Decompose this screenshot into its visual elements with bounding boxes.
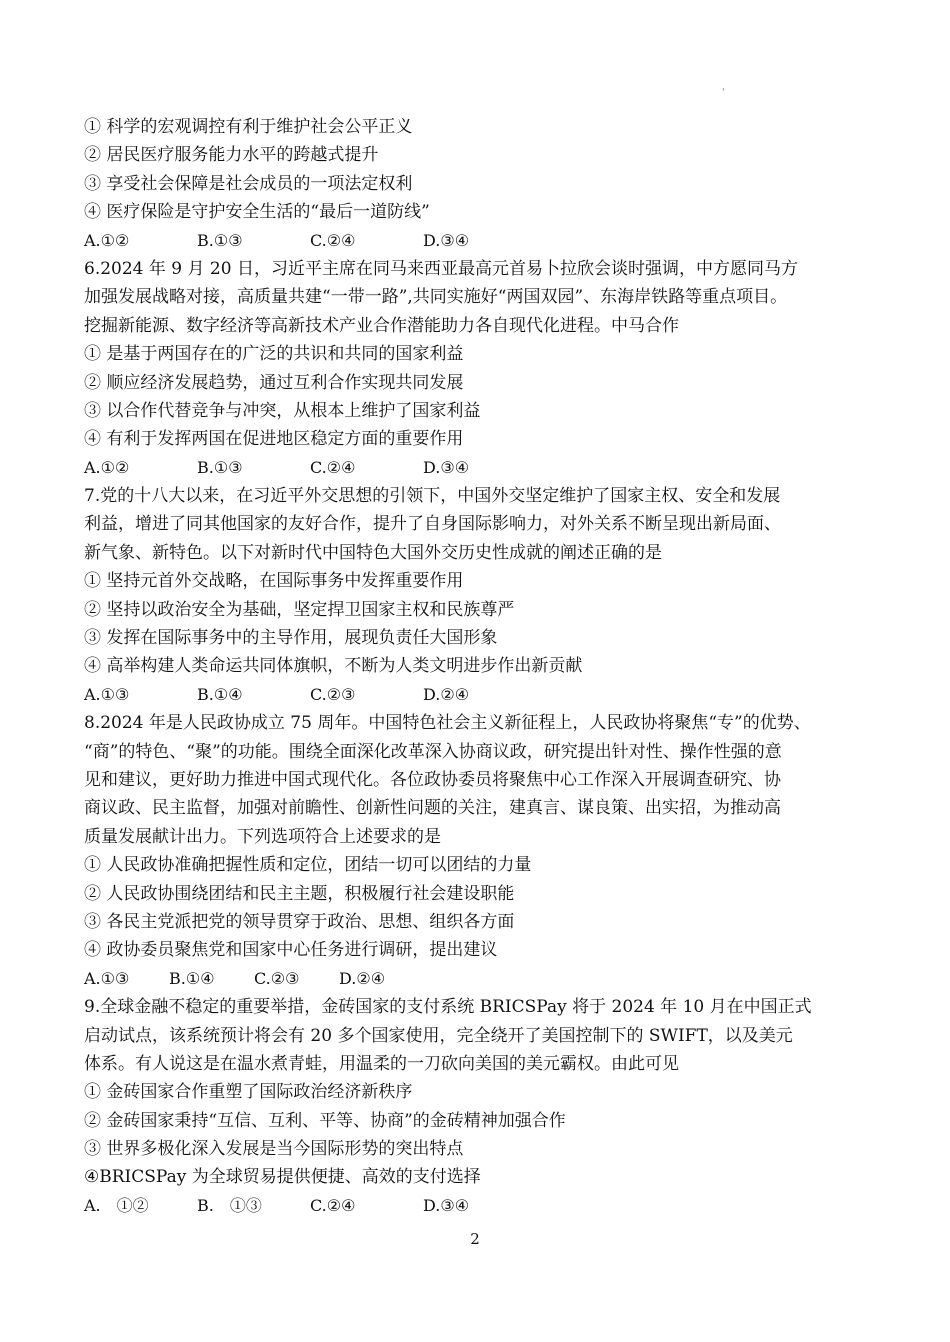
q9-stem-line: 启动试点，该系统预计将会有 20 多个国家使用，完全绕开了美国控制下的 SWIFT，以及美元 (84, 1025, 793, 1046)
q8-stem-line: 商议政、民主监督，加强对前瞻性、创新性问题的关注，建真言、谋良策、出实招，为推动高 (84, 798, 781, 819)
q6-stem-line: 加强发展战略对接，高质量共建“一带一路”,共同实施好“两国双园”、东海岸铁路等重点项目。 (84, 287, 788, 308)
q9-item-4: ④BRICSPay 为全球贸易提供便捷、高效的支付选择 (84, 1167, 481, 1188)
q6-item-4: ④ 有利于发挥两国在促进地区稳定方面的重要作用 (84, 429, 464, 450)
question-7 (84, 482, 884, 709)
q9-stem-line: 体系。有人说这是在温水煮青蛙，用温柔的一刀砍向美国的美元霸权。由此可见 (84, 1053, 679, 1074)
q7-option-c: C.②③ (310, 684, 356, 704)
q9-option-d: D.③④ (423, 1195, 470, 1215)
question-9 (84, 993, 884, 1220)
q8-stem-line: 见和建议，更好助力推进中国式现代化。各位政协委员将聚焦中心工作深入开展调查研究、协 (84, 769, 781, 790)
q8-stem-line: “商”的特色、“聚”的功能。围绕全面深化改革深入协商议政，研究提出针对性、操作性强的意 (84, 741, 782, 762)
q8-options (84, 965, 884, 993)
q8-stem-line: 质量发展献计出力。下列选项符合上述要求的是 (84, 826, 441, 847)
q6-stem-line: 挖掘新能源、数字经济等高新技术产业合作潜能助力各自现代化进程。中马合作 (84, 315, 679, 336)
header-mark: ' (722, 88, 725, 98)
q7-options (84, 681, 884, 709)
q7-option-b: B.①④ (197, 684, 243, 704)
q5-option-a: A.①② (84, 230, 130, 250)
q7-stem-line: 利益，增进了同其他国家的友好合作，提升了自身国际影响力，对外关系不断呈现出新局面、 (84, 514, 781, 535)
q5-item-4: ④ 医疗保险是守护安全生活的“最后一道防线” (84, 202, 430, 223)
q8-item-4: ④ 政协委员聚焦党和国家中心任务进行调研，提出建议 (84, 940, 498, 961)
q6-stem-line: 6.2024 年 9 月 20 日，习近平主席在同马来西亚最高元首易卜拉欣会谈时强调，中方愿同马方 (84, 258, 798, 279)
q8-option-c: C.②③ (254, 968, 300, 988)
q7-stem-line: 新气象、新特色。以下对新时代中国特色大国外交历史性成就的阐述正确的是 (84, 542, 662, 563)
q6-option-c: C.②④ (310, 457, 356, 477)
q7-item-1: ① 坚持元首外交战略，在国际事务中发挥重要作用 (84, 571, 464, 592)
q8-option-b: B.①④ (169, 968, 215, 988)
q9-item-2: ② 金砖国家秉持“互信、互利、平等、协商”的金砖精神加强合作 (84, 1110, 566, 1131)
question-5-continued (84, 113, 884, 255)
q7-option-d: D.②④ (423, 684, 470, 704)
q5-option-d: D.③④ (423, 230, 470, 250)
q8-item-2: ② 人民政协围绕团结和民主主题，积极履行社会建设职能 (84, 883, 515, 904)
q9-options (84, 1192, 884, 1220)
q8-item-1: ① 人民政协准确把握性质和定位，团结一切可以团结的力量 (84, 855, 532, 876)
q7-item-3: ③ 发挥在国际事务中的主导作用，展现负责任大国形象 (84, 628, 498, 649)
q5-item-2: ② 居民医疗服务能力水平的跨越式提升 (84, 145, 379, 166)
q6-option-b: B.①③ (197, 457, 243, 477)
q5-option-c: C.②④ (310, 230, 356, 250)
q9-option-a: A. ①② (84, 1195, 149, 1215)
question-6 (84, 255, 884, 482)
q6-item-1: ① 是基于两国存在的广泛的共识和共同的国家利益 (84, 344, 464, 365)
q8-stem-line: 8.2024 年是人民政协成立 75 周年。中国特色社会主义新征程上，人民政协将聚焦“专”的优势、 (84, 713, 811, 734)
q7-stem-line: 7.党的十八大以来，在习近平外交思想的引领下，中国外交坚定维护了国家主权、安全和发展 (84, 486, 781, 507)
q5-item-3: ③ 享受社会保障是社会成员的一项法定权利 (84, 173, 413, 194)
q5-item-1: ① 科学的宏观调控有利于维护社会公平正义 (84, 117, 413, 137)
q6-item-3: ③ 以合作代替竞争与冲突，从根本上维护了国家利益 (84, 400, 481, 421)
q9-item-3: ③ 世界多极化深入发展是当今国际形势的突出特点 (84, 1139, 464, 1160)
q8-option-a: A.①③ (84, 968, 130, 988)
q9-stem-line: 9.全球金融不稳定的重要举措，金砖国家的支付系统 BRICSPay 将于 2024 年 10 月在中国正式 (84, 997, 812, 1018)
q7-option-a: A.①③ (84, 684, 130, 704)
page-content (84, 113, 884, 1220)
page-number: 2 (470, 1230, 480, 1248)
q6-option-a: A.①② (84, 457, 130, 477)
q7-item-2: ② 坚持以政治安全为基础，坚定捍卫国家主权和民族尊严 (84, 599, 515, 620)
question-8 (84, 709, 884, 993)
q8-item-3: ③ 各民主党派把党的领导贯穿于政治、思想、组织各方面 (84, 911, 515, 932)
q9-item-1: ① 金砖国家合作重塑了国际政治经济新秩序 (84, 1082, 413, 1103)
q5-options (84, 227, 884, 255)
q6-option-d: D.③④ (423, 457, 470, 477)
q7-item-4: ④ 高举构建人类命运共同体旗帜，不断为人类文明进步作出新贡献 (84, 656, 583, 677)
q9-option-c: C.②④ (310, 1195, 356, 1215)
q8-option-d: D.②④ (339, 968, 386, 988)
q6-item-2: ② 顺应经济发展趋势，通过互利合作实现共同发展 (84, 372, 464, 393)
q5-option-b: B.①③ (197, 230, 243, 250)
q9-option-b: B. ①③ (197, 1195, 262, 1215)
q6-options (84, 454, 884, 482)
